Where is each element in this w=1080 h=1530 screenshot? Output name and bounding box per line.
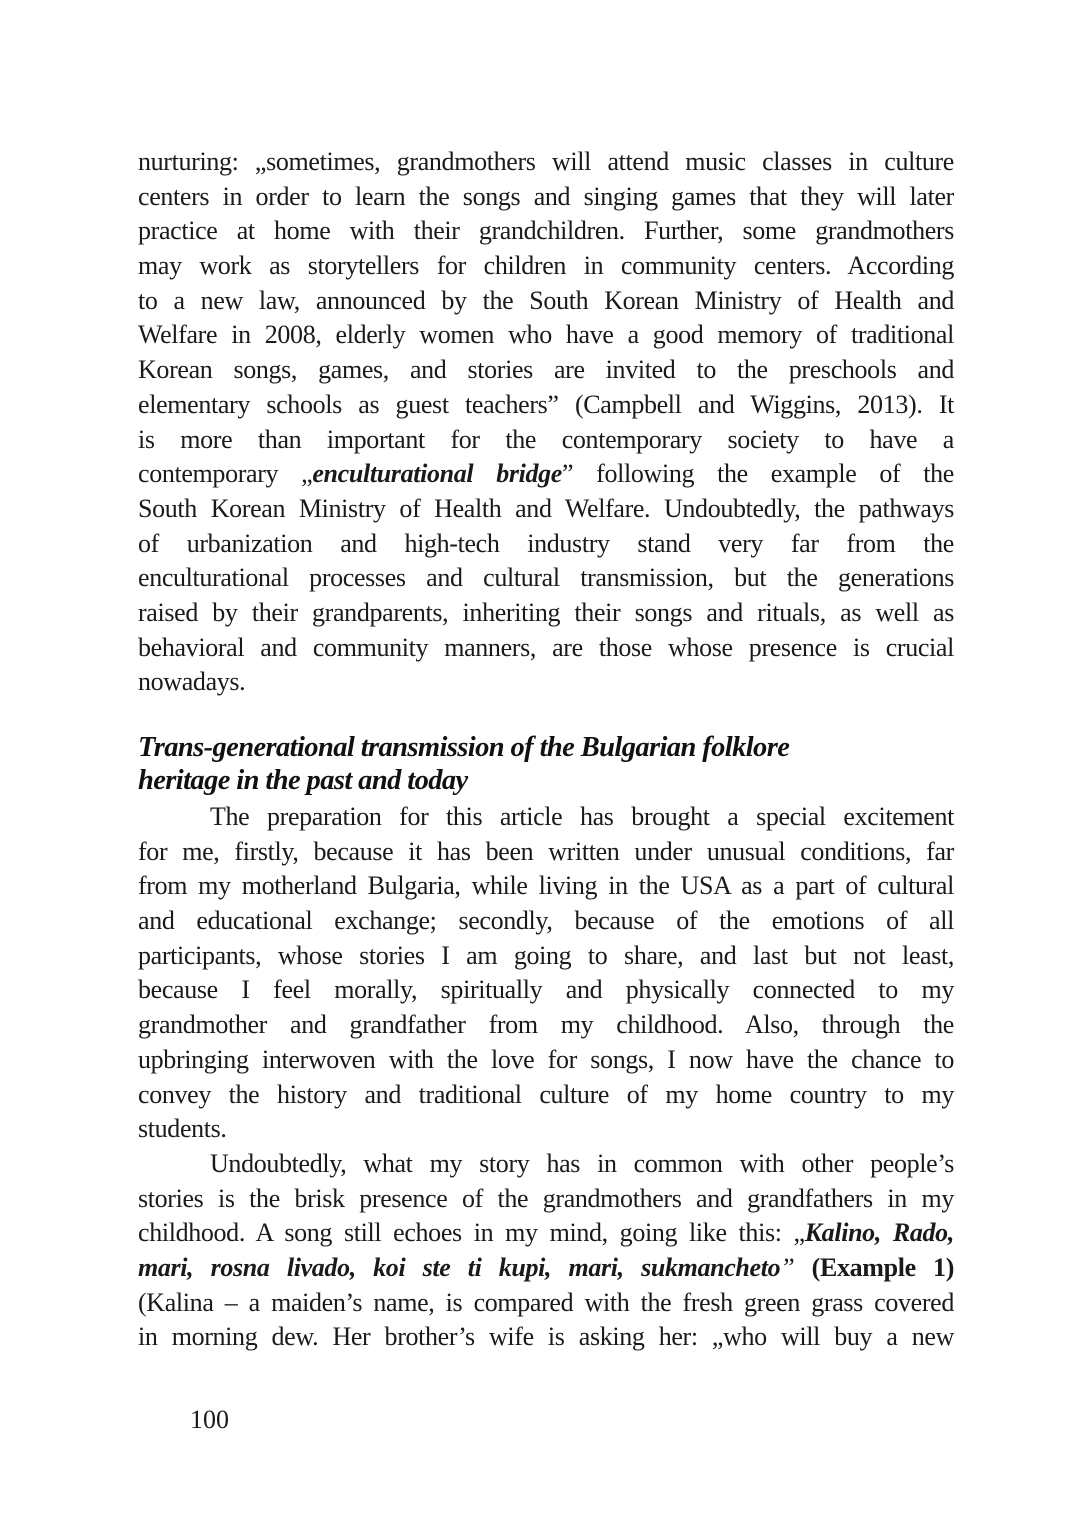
text-line: in morning dew. Her brother’s wife is asking her: „who will buy a new: [138, 1322, 954, 1352]
text-line: nowadays.: [138, 667, 246, 697]
song-lyric: Kalino, Rado,: [804, 1218, 954, 1248]
text-line: nurturing: „sometimes, grandmothers will attend music classes in culture: [138, 147, 954, 176]
text-line: because I feel morally, spiritually and physically connected to my: [138, 975, 954, 1005]
body-paragraph-continued: [138, 145, 954, 700]
body-section: [138, 800, 954, 1355]
text-line: participants, whose stories I am going to share, and last but not least,: [138, 940, 954, 970]
text-line: may work as storytellers for children in community centers. According: [138, 251, 954, 281]
text-line: and educational exchange; secondly, because of the emotions of all: [138, 906, 954, 936]
heading-line: heritage in the past and today: [138, 765, 468, 796]
text-line: Welfare in 2008, elderly women who have a good memory of traditional: [138, 320, 954, 350]
text-line: for me, firstly, because it has been written under unusual conditions, far: [138, 836, 954, 866]
text-run: ” following the example of the: [562, 459, 954, 489]
heading-line: Trans-generational transmission of the Bulgarian folklore: [138, 732, 790, 763]
text-line: [138, 457, 954, 492]
text-line: upbringing interwoven with the love for songs, I now have the chance to: [138, 1044, 954, 1074]
text-line: [138, 1216, 954, 1251]
text-line: [138, 1251, 954, 1286]
text-line: elementary schools as guest teachers” (Campbell and Wiggins, 2013). It: [138, 389, 954, 419]
text-line: South Korean Ministry of Health and Welfare. Undoubtedly, the pathways: [138, 493, 954, 523]
song-lyric: mari, rosna livado, koi ste ti kupi, mari, sukmancheto: [138, 1252, 781, 1282]
text-line: enculturational processes and cultural transmission, but the generations: [138, 563, 954, 593]
text-line: Undoubtedly, what my story has in common with other people’s: [210, 1148, 954, 1178]
text-line: stories is the brisk presence of the grandmothers and grandfathers in my: [138, 1183, 954, 1213]
text-line: Korean songs, games, and stories are invited to the preschools and: [138, 355, 954, 385]
closing-quote: ”: [780, 1252, 795, 1282]
text-line: convey the history and traditional culture of my home country to my: [138, 1079, 954, 1109]
text-run: childhood. A song still echoes in my mind, going like this: „: [138, 1218, 805, 1248]
text-line: The preparation for this article has brought a special excitement: [210, 802, 954, 831]
emphasized-term: enculturational bridge: [312, 459, 562, 489]
text-line: to a new law, announced by the South Korean Ministry of Health and: [138, 285, 954, 315]
text-line: grandmother and grandfather from my childhood. Also, through the: [138, 1010, 954, 1040]
text-line: raised by their grandparents, inheriting their songs and rituals, as well as: [138, 597, 954, 627]
page-number: 100: [190, 1405, 229, 1434]
text-run: contemporary „: [138, 459, 313, 489]
text-line: students.: [138, 1114, 227, 1144]
text-line: behavioral and community manners, are those whose presence is crucial: [138, 632, 954, 662]
text-line: from my motherland Bulgaria, while living in the USA as a part of cultural: [138, 871, 954, 901]
text-line: practice at home with their grandchildren. Further, some grandmothers: [138, 216, 954, 246]
section-heading: [138, 731, 968, 797]
text-line: (Kalina – a maiden’s name, is compared with the fresh green grass covered: [138, 1287, 954, 1317]
example-reference: (Example 1): [794, 1252, 954, 1282]
text-line: of urbanization and high-tech industry stand very far from the: [138, 528, 954, 558]
text-line: centers in order to learn the songs and singing games that they will later: [138, 181, 954, 211]
text-line: is more than important for the contemporary society to have a: [138, 424, 954, 454]
